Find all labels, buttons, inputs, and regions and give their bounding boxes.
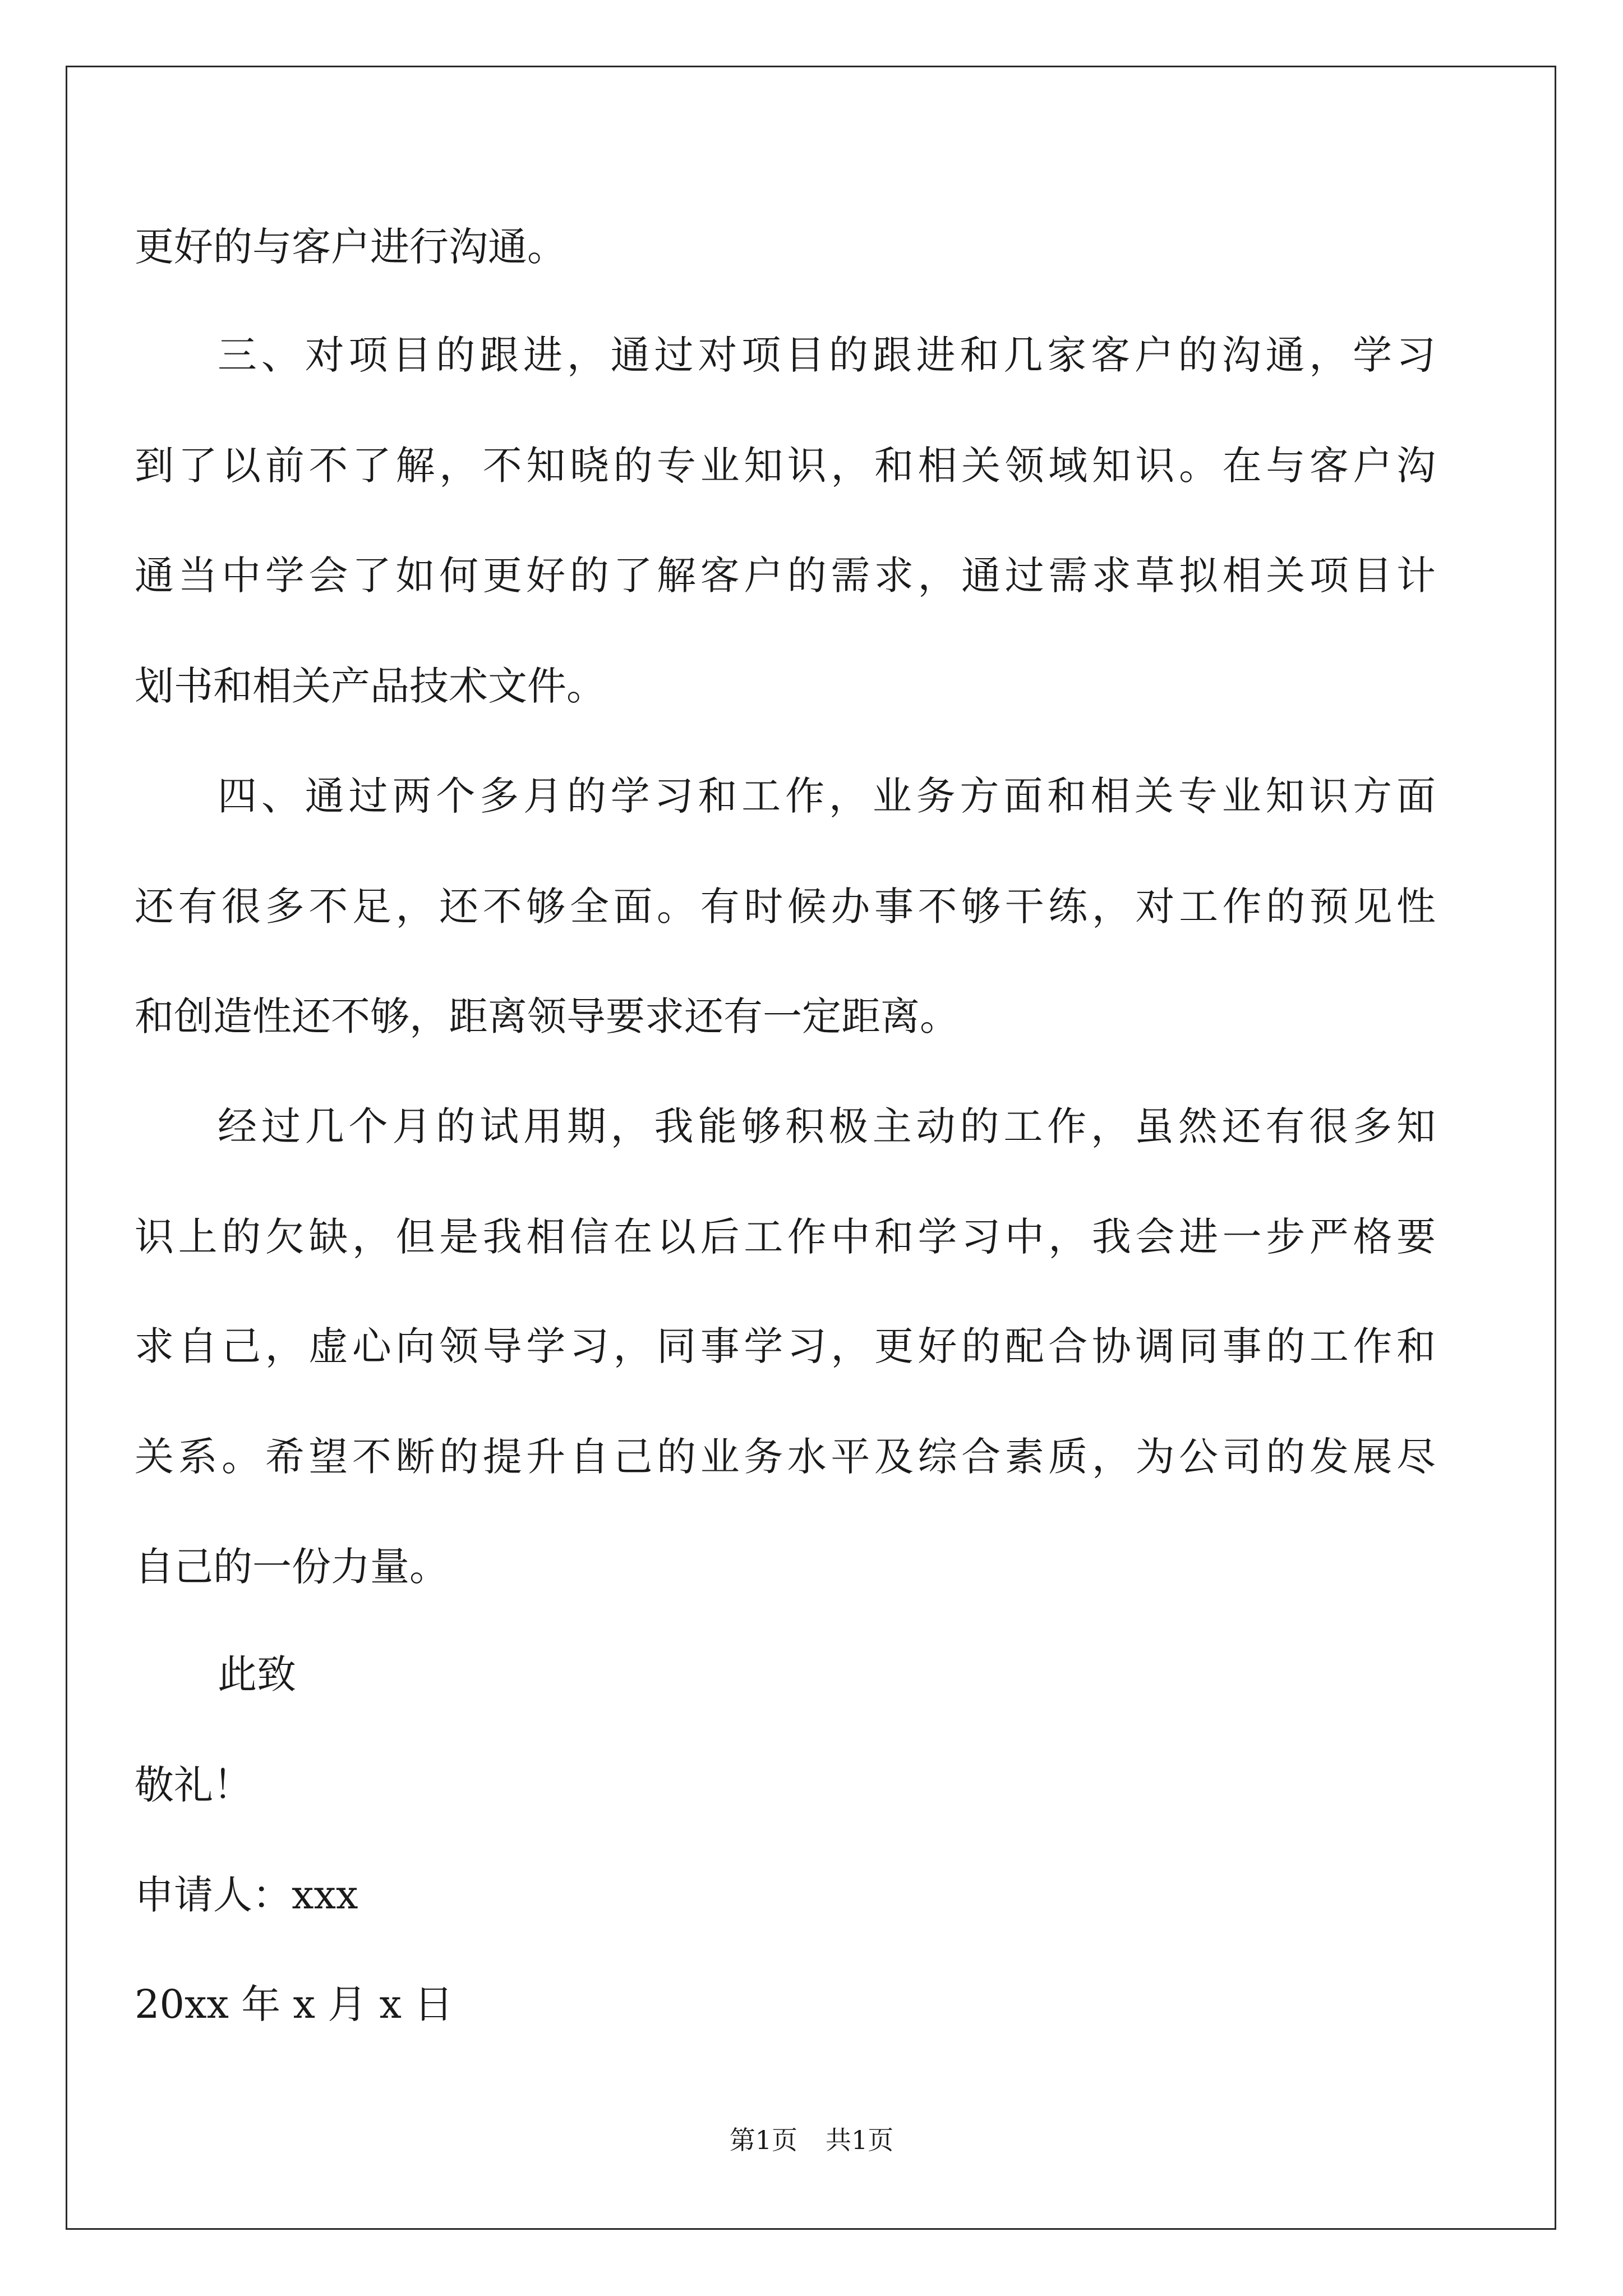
- paragraph-line: 求自己，虚心向领导学习，同事学习，更好的配合协调同事的工作和: [135, 1323, 1436, 1369]
- paragraph-line: 还有很多不足，还不够全面。有时候办事不够干练，对工作的预见性: [135, 884, 1436, 930]
- paragraph-line: 自己的一份力量。: [135, 1544, 449, 1590]
- paragraph-line: 通当中学会了如何更好的了解客户的需求，通过需求草拟相关项目计: [135, 553, 1436, 599]
- paragraph-line: 和创造性还不够，距离领导要求还有一定距离。: [135, 993, 959, 1039]
- page-number-total: 共1页: [826, 2125, 894, 2155]
- paragraph-line: 关系。希望不断的提升自己的业务水平及综合素质，为公司的发展尽: [135, 1434, 1436, 1480]
- closing-regards: 敬礼！: [135, 1762, 252, 1808]
- paragraph-line: 四、通过两个多月的学习和工作，业务方面和相关专业知识方面: [218, 773, 1436, 819]
- paragraph-line: 三、对项目的跟进，通过对项目的跟进和几家客户的沟通，学习: [218, 332, 1436, 378]
- paragraph-line: 识上的欠缺，但是我相信在以后工作中和学习中，我会进一步严格要: [135, 1214, 1436, 1260]
- page-footer: [0, 2123, 1623, 2157]
- page-number-current: 第1页: [729, 2125, 797, 2155]
- paragraph-line: 经过几个月的试用期，我能够积极主动的工作，虽然还有很多知: [218, 1103, 1436, 1149]
- paragraph-line: 到了以前不了解，不知晓的专业知识，和相关领域知识。在与客户沟: [135, 443, 1436, 489]
- applicant-signature: 申请人：xxx: [135, 1872, 358, 1918]
- letter-date: 20xx 年 x 月 x 日: [135, 1981, 454, 2027]
- closing-salutation: 此致: [218, 1651, 296, 1697]
- paragraph-line: 划书和相关产品技术文件。: [135, 663, 606, 709]
- paragraph-line: 更好的与客户进行沟通。: [135, 224, 566, 270]
